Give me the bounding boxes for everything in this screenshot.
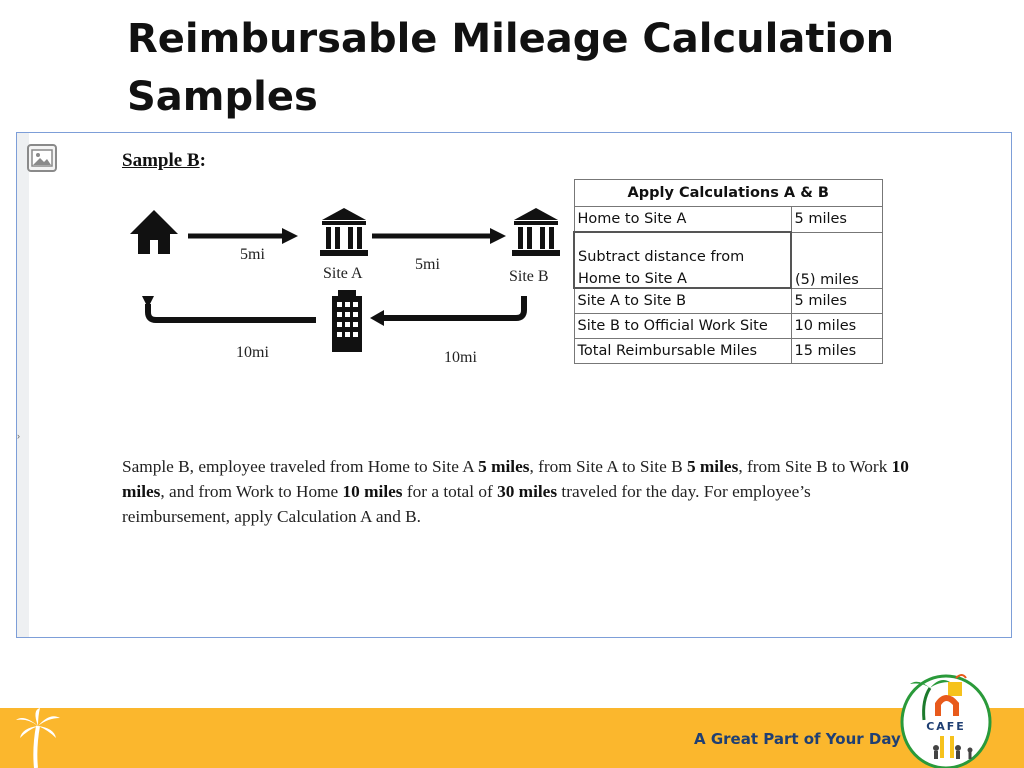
- calculation-table: [573, 179, 883, 364]
- sample-heading-suffix: :: [199, 150, 206, 171]
- cafe-logo: [900, 670, 992, 768]
- row-label-line1: Subtract distance from: [578, 249, 745, 265]
- frame-left-strip: [17, 133, 29, 637]
- table-header: Apply Calculations A & B: [574, 180, 883, 207]
- para-bold: 10 miles: [122, 457, 909, 501]
- row-label-line2: Home to Site A: [578, 271, 687, 287]
- para-text: , and from Work to Home: [160, 482, 343, 501]
- distance-home-site-a-label: 5mi: [240, 246, 265, 263]
- row-value: 5 miles: [791, 207, 883, 233]
- return-arrow-work-home-icon: [140, 296, 320, 328]
- para-text: Sample B, employee traveled from Home to Site A: [122, 457, 479, 476]
- footer-tagline: A Great Part of Your Day: [694, 730, 901, 748]
- collapse-caret-icon[interactable]: ›: [17, 431, 20, 441]
- return-arrow-site-b-work-icon: [368, 296, 530, 328]
- table-header-row: [574, 180, 883, 207]
- row-value: 15 miles: [791, 339, 883, 364]
- arrow-right-icon: [188, 226, 300, 246]
- site-b-label: Site B: [509, 268, 549, 285]
- table-row: [574, 207, 883, 233]
- image-placeholder-icon: [27, 144, 57, 172]
- para-text: , from Site A to Site B: [529, 457, 687, 476]
- distance-site-a-site-b-label: 5mi: [415, 256, 440, 273]
- building-site-b-icon: [512, 208, 560, 258]
- table-row: [574, 314, 883, 339]
- sample-description: [122, 454, 922, 529]
- row-value: (5) miles: [791, 232, 883, 288]
- row-label: Site A to Site B: [574, 288, 791, 314]
- row-label: Total Reimbursable Miles: [574, 339, 791, 364]
- para-bold: 10 miles: [342, 482, 403, 501]
- para-text: traveled for the day. For employee’s reimbursement, apply Calculation A and B.: [122, 482, 811, 526]
- row-label: Home to Site A: [574, 207, 791, 233]
- table-row: [574, 339, 883, 364]
- office-building-icon: [330, 290, 364, 352]
- building-site-a-icon: [320, 208, 368, 258]
- row-label-cell[interactable]: [574, 232, 791, 288]
- table-row: [574, 288, 883, 314]
- para-text: , from Site B to Work: [738, 457, 892, 476]
- home-icon: [128, 208, 180, 256]
- para-bold: 5 miles: [478, 457, 530, 476]
- sample-heading: [122, 150, 206, 172]
- row-value: 10 miles: [791, 314, 883, 339]
- para-text: for a total of: [402, 482, 498, 501]
- logo-text: CAFE: [926, 720, 966, 733]
- site-a-label: Site A: [323, 265, 363, 282]
- arrow-right-icon: [372, 226, 508, 246]
- sample-heading-label: Sample B: [122, 150, 200, 171]
- slide-title: Reimbursable Mileage Calculation Samples: [127, 16, 895, 120]
- distance-work-home-label: 10mi: [236, 344, 269, 361]
- row-value: 5 miles: [791, 288, 883, 314]
- palm-tree-icon: [14, 708, 62, 768]
- para-bold: 30 miles: [497, 482, 558, 501]
- row-label: Site B to Official Work Site: [574, 314, 791, 339]
- table-row: [574, 232, 883, 288]
- para-bold: 5 miles: [686, 457, 739, 476]
- distance-site-b-work-label: 10mi: [444, 349, 477, 366]
